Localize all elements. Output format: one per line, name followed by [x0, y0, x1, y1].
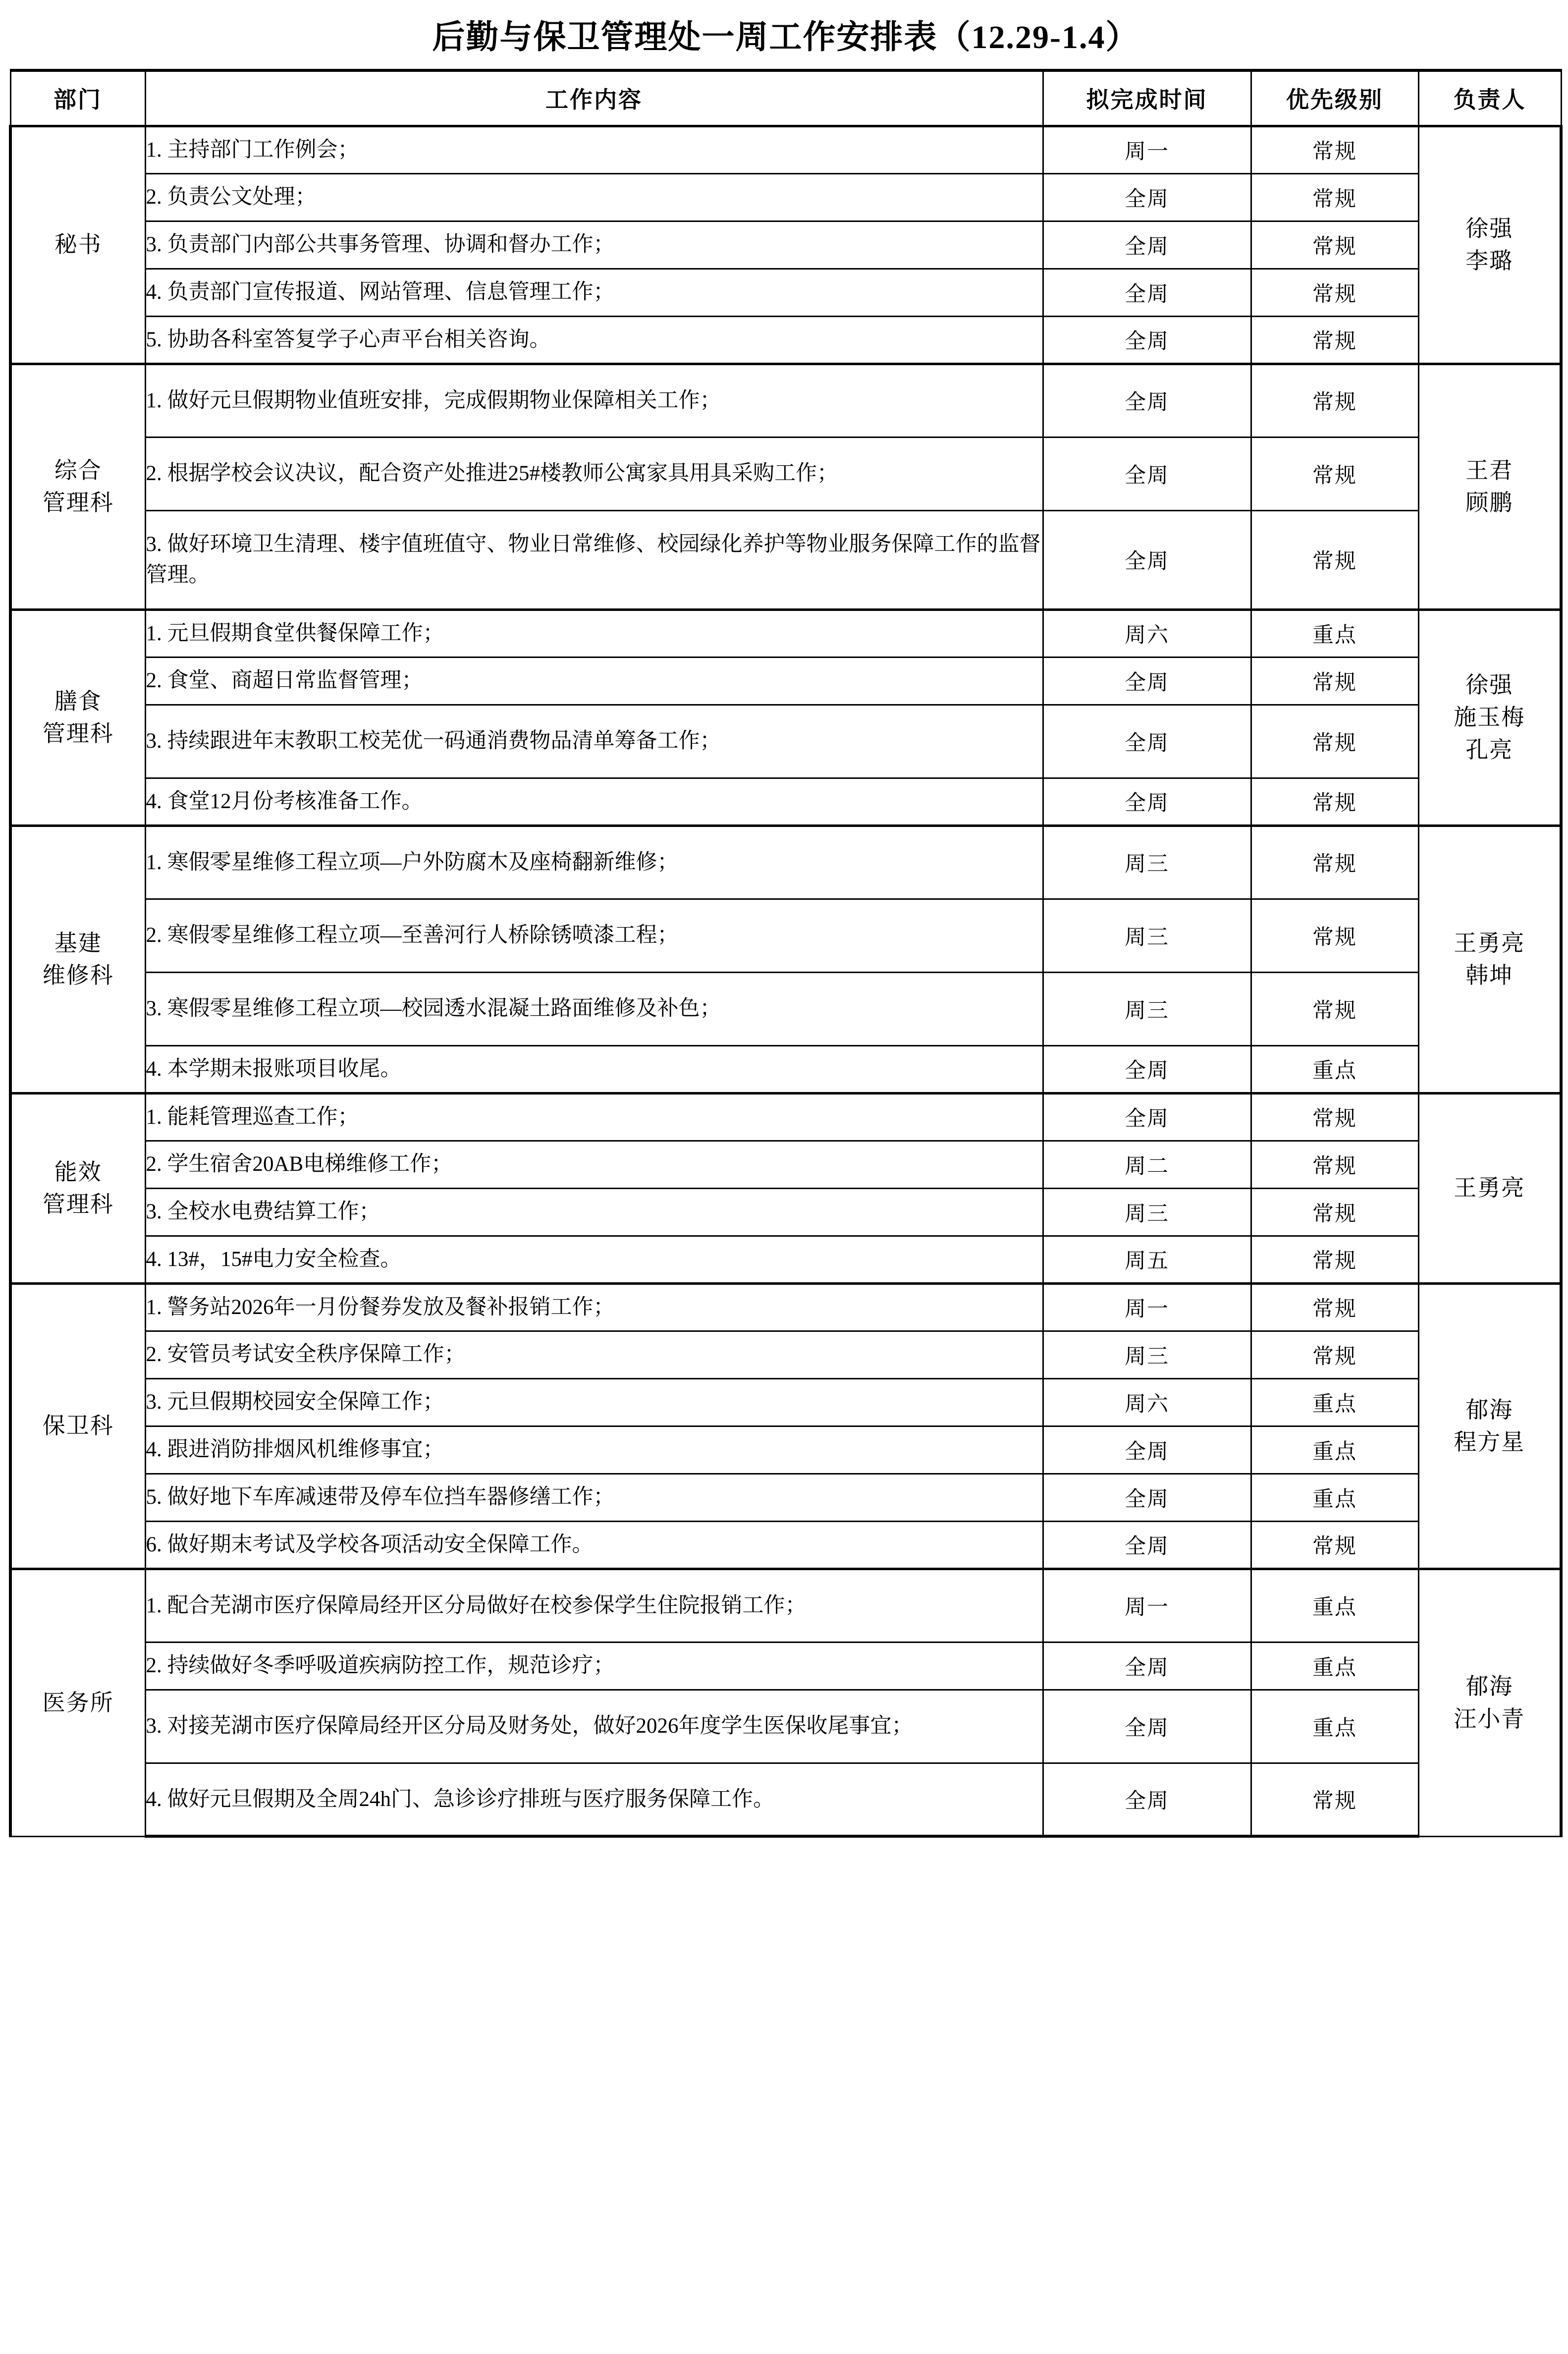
table-row — [10, 778, 1561, 825]
due-time-cell: 全周 — [1043, 437, 1251, 510]
task-content-cell: 3. 做好环境卫生清理、楼宇值班值守、物业日常维修、校园绿化养护等物业服务保障工作的监督管理。 — [145, 510, 1043, 609]
priority-cell: 重点 — [1251, 1569, 1418, 1642]
priority-cell: 常规 — [1251, 1283, 1418, 1331]
worksheet-page — [0, 7, 1568, 2354]
priority-cell: 重点 — [1251, 609, 1418, 657]
task-content-cell: 2. 食堂、商超日常监督管理； — [145, 657, 1043, 705]
due-time-cell: 全周 — [1043, 705, 1251, 778]
table-row — [10, 1474, 1561, 1521]
due-time-cell: 周五 — [1043, 1236, 1251, 1283]
task-content-cell: 6. 做好期末考试及学校各项活动安全保障工作。 — [145, 1521, 1043, 1569]
priority-cell: 常规 — [1251, 1141, 1418, 1188]
page-title: 后勤与保卫管理处一周工作安排表（12.29-1.4） — [432, 19, 1139, 56]
due-time-cell: 全周 — [1043, 1093, 1251, 1141]
table-row — [10, 899, 1561, 972]
due-time-cell: 全周 — [1043, 269, 1251, 316]
priority-cell: 常规 — [1251, 1188, 1418, 1236]
due-time-cell: 周三 — [1043, 825, 1251, 899]
task-content-cell: 5. 协助各科室答复学子心声平台相关咨询。 — [145, 316, 1043, 364]
task-content-cell: 1. 寒假零星维修工程立项—户外防腐木及座椅翻新维修； — [145, 825, 1043, 899]
table-row — [10, 609, 1561, 657]
department-cell: 膳食 管理科 — [10, 609, 145, 825]
task-content-cell: 4. 做好元旦假期及全周24h门、急诊诊疗排班与医疗服务保障工作。 — [145, 1763, 1043, 1836]
task-content-cell: 5. 做好地下车库减速带及停车位挡车器修缮工作； — [145, 1474, 1043, 1521]
due-time-cell: 周六 — [1043, 1378, 1251, 1426]
department-cell: 保卫科 — [10, 1283, 145, 1569]
task-content-cell: 2. 持续做好冬季呼吸道疾病防控工作，规范诊疗； — [145, 1642, 1043, 1690]
due-time-cell: 周三 — [1043, 972, 1251, 1045]
task-content-cell: 1. 配合芜湖市医疗保障局经开区分局做好在校参保学生住院报销工作； — [145, 1569, 1043, 1642]
priority-cell: 常规 — [1251, 705, 1418, 778]
due-time-cell: 全周 — [1043, 1642, 1251, 1690]
priority-cell: 常规 — [1251, 1093, 1418, 1141]
table-row — [10, 1093, 1561, 1141]
table-row — [10, 316, 1561, 364]
table-row — [10, 1141, 1561, 1188]
task-content-cell: 2. 安管员考试安全秩序保障工作； — [145, 1331, 1043, 1378]
priority-cell: 常规 — [1251, 364, 1418, 437]
priority-cell: 常规 — [1251, 510, 1418, 609]
priority-cell: 常规 — [1251, 173, 1418, 221]
schedule-body — [10, 126, 1561, 1836]
due-time-cell: 全周 — [1043, 1521, 1251, 1569]
priority-cell: 重点 — [1251, 1045, 1418, 1093]
due-time-cell: 周三 — [1043, 1331, 1251, 1378]
owner-cell: 王勇亮 韩坤 — [1418, 825, 1561, 1093]
task-content-cell: 2. 寒假零星维修工程立项—至善河行人桥除锈喷漆工程； — [145, 899, 1043, 972]
priority-cell: 重点 — [1251, 1426, 1418, 1474]
table-row — [10, 1763, 1561, 1836]
task-content-cell: 3. 负责部门内部公共事务管理、协调和督办工作； — [145, 221, 1043, 269]
due-time-cell: 全周 — [1043, 1690, 1251, 1763]
due-time-cell: 全周 — [1043, 1045, 1251, 1093]
table-row — [10, 221, 1561, 269]
owner-cell: 郁海 程方星 — [1418, 1283, 1561, 1569]
task-content-cell: 1. 做好元旦假期物业值班安排，完成假期物业保障相关工作； — [145, 364, 1043, 437]
due-time-cell: 全周 — [1043, 657, 1251, 705]
task-content-cell: 1. 主持部门工作例会； — [145, 126, 1043, 173]
table-row — [10, 1569, 1561, 1642]
department-cell: 基建 维修科 — [10, 825, 145, 1093]
priority-cell: 常规 — [1251, 825, 1418, 899]
due-time-cell: 周一 — [1043, 126, 1251, 173]
task-content-cell: 3. 全校水电费结算工作； — [145, 1188, 1043, 1236]
owner-cell: 郁海 汪小青 — [1418, 1569, 1561, 1836]
due-time-cell: 周一 — [1043, 1283, 1251, 1331]
table-row — [10, 657, 1561, 705]
due-time-cell: 全周 — [1043, 1474, 1251, 1521]
department-cell: 医务所 — [10, 1569, 145, 1836]
department-cell: 综合 管理科 — [10, 364, 145, 609]
due-time-cell: 全周 — [1043, 173, 1251, 221]
task-content-cell: 3. 元旦假期校园安全保障工作； — [145, 1378, 1043, 1426]
priority-cell: 常规 — [1251, 437, 1418, 510]
table-row — [10, 126, 1561, 173]
table-row — [10, 1521, 1561, 1569]
owner-cell: 王勇亮 — [1418, 1093, 1561, 1283]
table-row — [10, 1045, 1561, 1093]
priority-cell: 常规 — [1251, 1236, 1418, 1283]
priority-cell: 常规 — [1251, 126, 1418, 173]
task-content-cell: 4. 食堂12月份考核准备工作。 — [145, 778, 1043, 825]
due-time-cell: 周三 — [1043, 1188, 1251, 1236]
task-content-cell: 1. 警务站2026年一月份餐券发放及餐补报销工作； — [145, 1283, 1043, 1331]
due-time-cell: 全周 — [1043, 510, 1251, 609]
task-content-cell: 3. 对接芜湖市医疗保障局经开区分局及财务处，做好2026年度学生医保收尾事宜； — [145, 1690, 1043, 1763]
department-cell: 能效 管理科 — [10, 1093, 145, 1283]
table-row — [10, 1236, 1561, 1283]
table-row — [10, 173, 1561, 221]
table-row — [10, 1283, 1561, 1331]
task-content-cell: 4. 本学期未报账项目收尾。 — [145, 1045, 1043, 1093]
due-time-cell: 全周 — [1043, 778, 1251, 825]
priority-cell: 常规 — [1251, 316, 1418, 364]
priority-cell: 重点 — [1251, 1474, 1418, 1521]
priority-cell: 常规 — [1251, 1763, 1418, 1836]
column-header-task: 工作内容 — [145, 70, 1043, 126]
priority-cell: 常规 — [1251, 899, 1418, 972]
table-row — [10, 1331, 1561, 1378]
task-content-cell: 2. 根据学校会议决议，配合资产处推进25#楼教师公寓家具用具采购工作； — [145, 437, 1043, 510]
task-content-cell: 4. 13#，15#电力安全检查。 — [145, 1236, 1043, 1283]
task-content-cell: 2. 负责公文处理； — [145, 173, 1043, 221]
table-row — [10, 825, 1561, 899]
table-row — [10, 705, 1561, 778]
table-row — [10, 1690, 1561, 1763]
due-time-cell: 全周 — [1043, 316, 1251, 364]
owner-cell: 徐强 李璐 — [1418, 126, 1561, 364]
due-time-cell: 周二 — [1043, 1141, 1251, 1188]
title-row — [10, 7, 1561, 70]
priority-cell: 常规 — [1251, 221, 1418, 269]
column-header-department: 部门 — [10, 70, 145, 126]
task-content-cell: 3. 持续跟进年末教职工校芜优一码通消费物品清单筹备工作； — [145, 705, 1043, 778]
column-header-priority: 优先级别 — [1251, 70, 1418, 126]
department-cell: 秘书 — [10, 126, 145, 364]
table-row — [10, 437, 1561, 510]
table-row — [10, 364, 1561, 437]
task-content-cell: 4. 负责部门宣传报道、网站管理、信息管理工作； — [145, 269, 1043, 316]
table-row — [10, 510, 1561, 609]
priority-cell: 常规 — [1251, 1331, 1418, 1378]
table-row — [10, 972, 1561, 1045]
priority-cell: 常规 — [1251, 657, 1418, 705]
priority-cell: 重点 — [1251, 1690, 1418, 1763]
due-time-cell: 周六 — [1043, 609, 1251, 657]
owner-cell: 王君 顾鹏 — [1418, 364, 1561, 609]
due-time-cell: 周三 — [1043, 899, 1251, 972]
priority-cell: 重点 — [1251, 1378, 1418, 1426]
table-row — [10, 269, 1561, 316]
page-title-cell — [10, 7, 1561, 70]
table-row — [10, 1426, 1561, 1474]
task-content-cell: 1. 元旦假期食堂供餐保障工作； — [145, 609, 1043, 657]
column-header-owner: 负责人 — [1418, 70, 1561, 126]
table-row — [10, 1188, 1561, 1236]
task-content-cell: 4. 跟进消防排烟风机维修事宜； — [145, 1426, 1043, 1474]
due-time-cell: 全周 — [1043, 1426, 1251, 1474]
table-row — [10, 1642, 1561, 1690]
task-content-cell: 2. 学生宿舍20AB电梯维修工作； — [145, 1141, 1043, 1188]
due-time-cell: 全周 — [1043, 1763, 1251, 1836]
header-row — [10, 70, 1561, 126]
due-time-cell: 周一 — [1043, 1569, 1251, 1642]
priority-cell: 常规 — [1251, 972, 1418, 1045]
priority-cell: 常规 — [1251, 778, 1418, 825]
priority-cell: 常规 — [1251, 1521, 1418, 1569]
table-row — [10, 1378, 1561, 1426]
due-time-cell: 全周 — [1043, 221, 1251, 269]
priority-cell: 重点 — [1251, 1642, 1418, 1690]
priority-cell: 常规 — [1251, 269, 1418, 316]
column-header-due: 拟完成时间 — [1043, 70, 1251, 126]
owner-cell: 徐强 施玉梅 孔亮 — [1418, 609, 1561, 825]
weekly-schedule-table — [9, 7, 1563, 1838]
task-content-cell: 1. 能耗管理巡查工作； — [145, 1093, 1043, 1141]
due-time-cell: 全周 — [1043, 364, 1251, 437]
task-content-cell: 3. 寒假零星维修工程立项—校园透水混凝土路面维修及补色； — [145, 972, 1043, 1045]
